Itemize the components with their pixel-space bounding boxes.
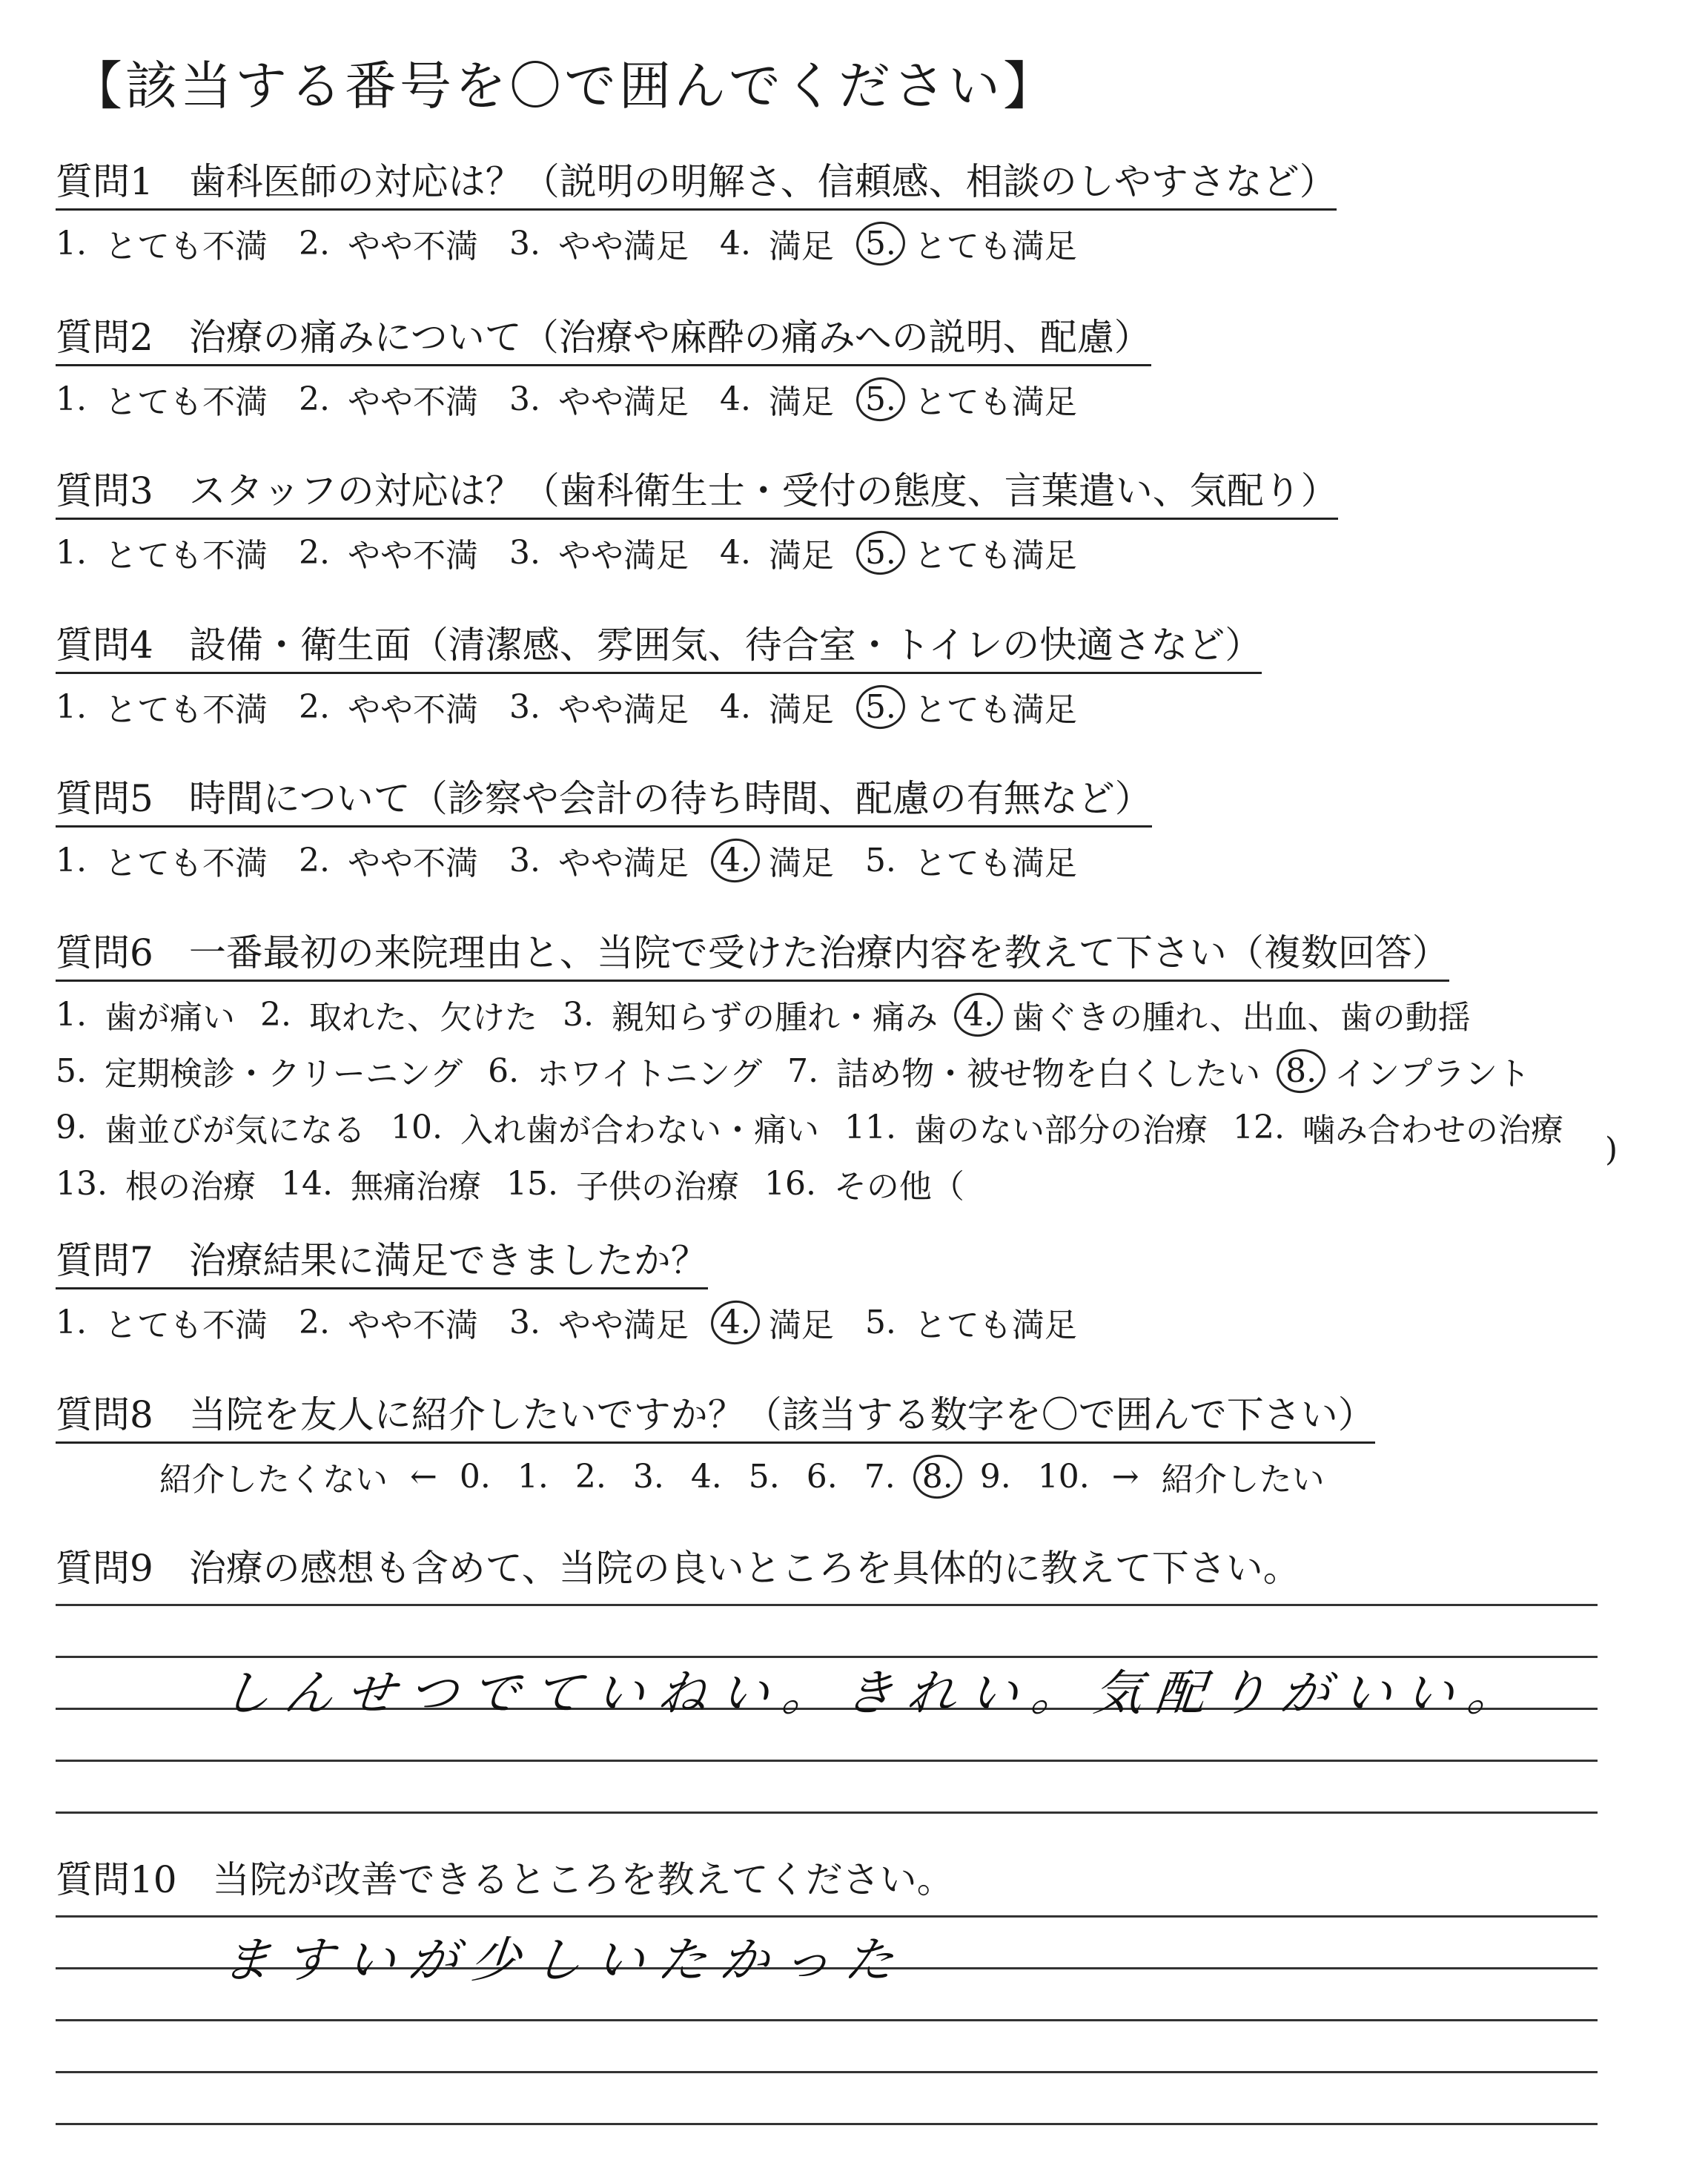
option[interactable] xyxy=(633,1458,664,1496)
question-3 xyxy=(56,461,1338,576)
option[interactable] xyxy=(281,1160,481,1207)
option-number: 1. xyxy=(517,1457,549,1496)
option[interactable] xyxy=(299,529,478,576)
option-number: 4. xyxy=(719,841,751,879)
option-number: 6. xyxy=(488,1051,520,1090)
option[interactable] xyxy=(56,1160,256,1207)
option-number: 5. xyxy=(864,841,896,879)
answer-line xyxy=(56,1604,1598,1606)
option-number: 3. xyxy=(509,1303,540,1341)
rating-options xyxy=(56,529,1338,576)
option-number: 2. xyxy=(298,841,330,879)
option-circled[interactable] xyxy=(865,683,1077,730)
option[interactable] xyxy=(749,1458,780,1496)
option[interactable] xyxy=(764,1160,964,1207)
option-number: 11. xyxy=(844,1108,896,1146)
option-circled[interactable] xyxy=(720,1298,834,1346)
option-number: 3. xyxy=(509,224,540,262)
option-number: 3. xyxy=(509,533,540,572)
question-number: 質問4 xyxy=(56,624,153,667)
option-number: 2. xyxy=(259,995,291,1034)
option-label: 歯が痛い xyxy=(104,999,235,1037)
question-text: 治療の感想も含めて、当院の良いところを具体的に教えて下さい。 xyxy=(188,1547,1300,1590)
option-label: 満足 xyxy=(768,1307,834,1344)
question-text: 歯科医師の対応は？（説明の明解さ、信頼感、相談のしやすさなど） xyxy=(188,160,1337,203)
option[interactable] xyxy=(56,219,268,267)
option-number: 4. xyxy=(690,1457,722,1496)
option-number: 5. xyxy=(748,1457,780,1496)
option[interactable] xyxy=(506,1160,739,1207)
option-label: 親知らずの腫れ・痛み xyxy=(611,999,938,1037)
option-number: 13. xyxy=(56,1164,107,1203)
option[interactable] xyxy=(720,529,834,576)
answer-line xyxy=(56,2123,1598,2125)
answer-line xyxy=(56,2071,1598,2073)
option-label: とても満足 xyxy=(913,1307,1077,1344)
rating-options xyxy=(56,683,1262,730)
treatment-row xyxy=(56,1047,1563,1094)
option-label: 満足 xyxy=(768,691,834,729)
question-4 xyxy=(56,615,1262,730)
question-text: 治療の痛みについて（治療や麻酔の痛みへの説明、配慮） xyxy=(188,316,1151,359)
question-text: スタッフの対応は？（歯科衛生士・受付の態度、言葉遣い、気配り） xyxy=(188,469,1338,512)
option-circled[interactable] xyxy=(1285,1047,1530,1094)
option-number: 1. xyxy=(56,995,87,1034)
recommend-scale xyxy=(159,1453,1375,1500)
option-label: 満足 xyxy=(768,845,834,882)
option-label: やや満足 xyxy=(557,537,689,575)
option-label: 取れた、欠けた xyxy=(308,999,537,1037)
question-number: 質問5 xyxy=(56,777,153,820)
option-number: 2. xyxy=(298,687,330,726)
option[interactable] xyxy=(56,1298,268,1346)
option-circled[interactable] xyxy=(865,529,1077,576)
option-circled[interactable] xyxy=(720,836,834,884)
option-number: 3. xyxy=(509,841,540,879)
option-label: 噛み合わせの治療 xyxy=(1302,1112,1563,1149)
option-number: 3. xyxy=(632,1457,664,1496)
option[interactable] xyxy=(56,529,268,576)
option[interactable] xyxy=(787,1047,1260,1094)
option[interactable] xyxy=(299,219,478,267)
option-number: 1. xyxy=(56,533,87,572)
option-number: 5. xyxy=(864,380,896,418)
option-number: 1. xyxy=(56,1303,87,1341)
question-9 xyxy=(56,1539,1300,1595)
option-label: とても満足 xyxy=(913,383,1077,421)
option-number: 2. xyxy=(298,380,330,418)
question-text: 一番最初の来院理由と、当院で受けた治療内容を教えて下さい（複数回答） xyxy=(188,931,1449,974)
option[interactable] xyxy=(864,1458,896,1496)
answer-line xyxy=(56,1811,1598,1814)
option-label: 定期検診・クリーニング xyxy=(104,1055,463,1093)
answer-line xyxy=(56,1915,1598,1918)
option-label: ホワイトニング xyxy=(537,1055,763,1093)
option-number: 9. xyxy=(56,1108,87,1146)
question-text: 時間について（診察や会計の待ち時間、配慮の有無など） xyxy=(188,777,1152,820)
treatment-row xyxy=(56,1160,1563,1207)
answer-line xyxy=(56,2019,1598,2021)
question-7 xyxy=(56,1231,1077,1346)
option[interactable] xyxy=(299,375,478,423)
option-label: やや満足 xyxy=(557,228,689,265)
option-number: 5. xyxy=(56,1051,87,1090)
option-label: とても不満 xyxy=(104,845,268,882)
option-number: 16. xyxy=(764,1164,816,1203)
option[interactable] xyxy=(509,836,689,884)
question-text: 設備・衛生面（清潔感、雰囲気、待合室・トイレの快適さなど） xyxy=(188,624,1262,667)
treatment-options xyxy=(56,991,1563,1207)
option[interactable] xyxy=(260,991,537,1038)
option-circled[interactable] xyxy=(922,1458,953,1496)
option-label: 歯のない部分の治療 xyxy=(913,1112,1208,1149)
option[interactable] xyxy=(980,1458,1011,1496)
option[interactable] xyxy=(1233,1103,1563,1151)
option[interactable] xyxy=(509,219,689,267)
option-label: とても不満 xyxy=(104,1307,268,1344)
option-number: 6. xyxy=(806,1457,838,1496)
question-10 xyxy=(56,1850,954,1906)
option-number: 3. xyxy=(509,380,540,418)
option-label: やや不満 xyxy=(347,1307,478,1344)
option[interactable] xyxy=(488,1047,762,1094)
option-number: 10. xyxy=(1037,1457,1090,1496)
option-number: 5. xyxy=(864,224,896,262)
option-number: 10. xyxy=(390,1108,443,1146)
option-label: 歯ぐきの腫れ、出血、歯の動揺 xyxy=(1011,999,1471,1037)
form-header: 【該当する番号を〇で囲んでください】 xyxy=(70,56,1058,116)
scale-numbers xyxy=(460,1458,1090,1496)
option-label: 満足 xyxy=(768,383,834,421)
option-number: 8. xyxy=(1285,1051,1317,1090)
option-number: 2. xyxy=(575,1457,606,1496)
option[interactable] xyxy=(575,1458,606,1496)
option-number: 5. xyxy=(864,1303,896,1341)
left-arrow-icon: ← xyxy=(410,1457,437,1496)
option-label: とても不満 xyxy=(104,228,268,265)
option[interactable] xyxy=(691,1458,722,1496)
q10-handwritten-answer: ますいが少しいたかった xyxy=(219,1932,910,1989)
option-number: 4. xyxy=(719,533,751,572)
option-label: やや満足 xyxy=(557,845,689,882)
question-5 xyxy=(56,769,1152,884)
option-label: 満足 xyxy=(768,228,834,265)
option[interactable] xyxy=(56,1103,365,1151)
question-number: 質問1 xyxy=(56,160,153,203)
option-label: その他（ xyxy=(833,1168,964,1206)
question-number: 質問10 xyxy=(56,1858,177,1901)
option[interactable] xyxy=(391,1103,819,1151)
option-label: 無痛治療 xyxy=(350,1168,481,1206)
option-number: 4. xyxy=(719,380,751,418)
option[interactable] xyxy=(299,683,478,730)
option-number: 4. xyxy=(719,687,751,726)
option-label: やや不満 xyxy=(347,383,478,421)
option-label: やや満足 xyxy=(557,691,689,729)
option-number: 4. xyxy=(719,224,751,262)
option[interactable] xyxy=(844,1103,1208,1151)
option-number: 1. xyxy=(56,841,87,879)
option[interactable] xyxy=(56,836,268,884)
option-number: 3. xyxy=(562,995,594,1034)
rating-options xyxy=(56,219,1337,267)
rating-options xyxy=(56,836,1152,884)
option-label: やや不満 xyxy=(347,845,478,882)
scale-left-label: 紹介したくない xyxy=(159,1461,388,1499)
treatment-row xyxy=(56,991,1563,1038)
option-label: インプラント xyxy=(1334,1055,1531,1093)
option-number: 5. xyxy=(864,687,896,726)
option[interactable] xyxy=(509,529,689,576)
question-text: 当院を友人に紹介したいですか？（該当する数字を〇で囲んで下さい） xyxy=(188,1393,1375,1436)
option[interactable] xyxy=(56,991,235,1038)
rating-options xyxy=(56,1298,1077,1346)
option[interactable] xyxy=(807,1458,838,1496)
option[interactable] xyxy=(299,1298,478,1346)
option-label: とても不満 xyxy=(104,691,268,729)
option-label: とても満足 xyxy=(913,228,1077,265)
option-circled[interactable] xyxy=(963,991,1471,1038)
question-number: 質問8 xyxy=(56,1393,153,1436)
option-circled[interactable] xyxy=(865,219,1077,267)
option[interactable] xyxy=(720,219,834,267)
option-label: とても不満 xyxy=(104,383,268,421)
question-1 xyxy=(56,152,1337,267)
option[interactable] xyxy=(865,836,1077,884)
option-label: 根の治療 xyxy=(125,1168,256,1206)
q9-handwritten-answer: しんせつでていねい。きれい。気配りがいい。 xyxy=(219,1665,1533,1722)
option[interactable] xyxy=(460,1458,491,1496)
question-number: 質問9 xyxy=(56,1547,153,1590)
option[interactable] xyxy=(56,683,268,730)
option-label: 子供の治療 xyxy=(575,1168,739,1206)
right-arrow-icon: → xyxy=(1111,1457,1139,1496)
option[interactable] xyxy=(509,1298,689,1346)
option-label: とても満足 xyxy=(913,845,1077,882)
option[interactable] xyxy=(299,836,478,884)
option-label: 入れ歯が合わない・痛い xyxy=(460,1112,819,1149)
scale-right-label: 紹介したい xyxy=(1161,1461,1325,1499)
option-number: 4. xyxy=(962,995,994,1034)
option[interactable] xyxy=(56,375,268,423)
option-label: やや不満 xyxy=(347,691,478,729)
question-text: 当院が改善できるところを教えてください。 xyxy=(212,1858,954,1901)
option-number: 1. xyxy=(56,687,87,726)
question-6 xyxy=(56,923,1563,1207)
option-number: 15. xyxy=(506,1164,558,1203)
option[interactable] xyxy=(509,683,689,730)
option-number: 8. xyxy=(921,1457,953,1496)
option[interactable] xyxy=(563,991,938,1038)
option-number: 12. xyxy=(1232,1108,1285,1146)
question-2 xyxy=(56,308,1151,423)
option-number: 7. xyxy=(787,1051,819,1090)
option-number: 2. xyxy=(298,533,330,572)
question-number: 質問3 xyxy=(56,469,153,512)
option[interactable] xyxy=(509,375,689,423)
option[interactable] xyxy=(517,1458,549,1496)
option-number: 4. xyxy=(719,1303,751,1341)
option-label: とても満足 xyxy=(913,537,1077,575)
option-number: 7. xyxy=(864,1457,896,1496)
option-number: 5. xyxy=(864,533,896,572)
option-label: やや満足 xyxy=(557,383,689,421)
question-8 xyxy=(56,1385,1375,1500)
option[interactable] xyxy=(56,1047,463,1094)
option-circled[interactable] xyxy=(865,375,1077,423)
other-paren-close: ) xyxy=(1605,1131,1618,1169)
question-number: 質問2 xyxy=(56,316,153,359)
option-label: 歯並びが気になる xyxy=(104,1112,365,1149)
option[interactable] xyxy=(1038,1458,1090,1496)
option-number: 1. xyxy=(56,224,87,262)
option-number: 2. xyxy=(298,224,330,262)
option[interactable] xyxy=(720,683,834,730)
option-number: 0. xyxy=(459,1457,491,1496)
option-label: とても満足 xyxy=(913,691,1077,729)
option-number: 14. xyxy=(280,1164,333,1203)
question-number: 質問6 xyxy=(56,931,153,974)
option[interactable] xyxy=(865,1298,1077,1346)
option-label: 詰め物・被せ物を白くしたい xyxy=(836,1055,1261,1093)
option-label: やや不満 xyxy=(347,537,478,575)
option-number: 2. xyxy=(298,1303,330,1341)
rating-options xyxy=(56,375,1151,423)
option[interactable] xyxy=(720,375,834,423)
treatment-row xyxy=(56,1103,1563,1151)
question-text: 治療結果に満足できましたか？ xyxy=(188,1239,708,1282)
question-number: 質問7 xyxy=(56,1239,153,1282)
option-label: やや満足 xyxy=(557,1307,689,1344)
option-label: 満足 xyxy=(768,537,834,575)
option-label: やや不満 xyxy=(347,228,478,265)
option-number: 9. xyxy=(979,1457,1011,1496)
option-number: 3. xyxy=(509,687,540,726)
option-label: とても不満 xyxy=(104,537,268,575)
answer-line xyxy=(56,1760,1598,1762)
option-number: 1. xyxy=(56,380,87,418)
